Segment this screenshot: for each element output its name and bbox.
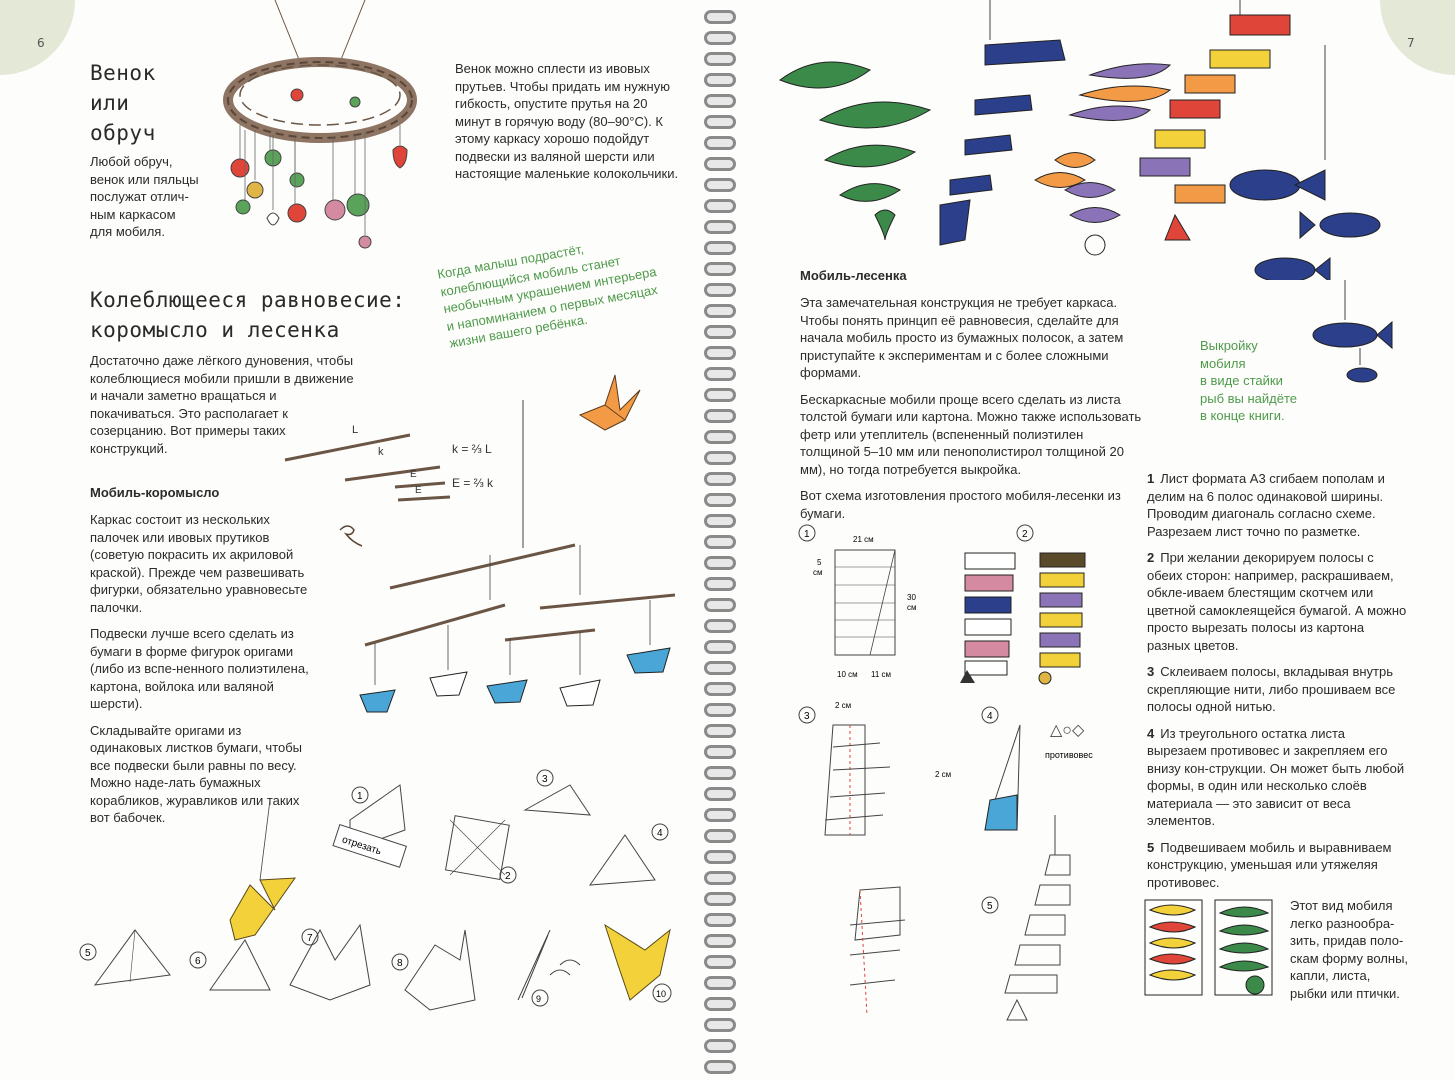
spiral-ring: [704, 976, 736, 990]
decorated-strips: [960, 553, 1085, 684]
yoke-paragraph: Каркас состоит из нескольких палочек или ивовых прутиков (советую покрасить их акриловой краской). Прежде чем развешивать фигурки, обязательно уравновесьте палочки.: [90, 512, 308, 615]
variant-note: Этот вид мобиля легко разнообра-зить, придав поло-скам форму волны, капли, листа, рыбки или птички.: [1290, 898, 1409, 1001]
spiral-ring: [704, 493, 736, 507]
step-text: Из треугольного остатка листа вырезаем противовес и закрепляем его внизу кон-струкции. Он может быть любой формы, в один или несколько слоёв материала — это зависит от веса элементов.: [1147, 725, 1405, 828]
spiral-ring: [704, 682, 736, 696]
spiral-ring: [704, 1060, 736, 1074]
spiral-ring: [704, 94, 736, 108]
yoke-paragraph: Подвески лучше всего сделать из бумаги в форме фигурок оригами (либо из вспе-ненного полиэтилена, картона, войлока или валяной шерсти).: [90, 626, 309, 711]
balance-title: Колеблющееся равновесие: коромысло и лесенка: [90, 288, 406, 342]
step-number: 4: [1147, 725, 1155, 741]
wreath-caption: Любой обруч, венок или пяльцы послужат отлич- ным каркасом для мобиля.: [90, 154, 199, 239]
origami-step-number: 10: [656, 989, 667, 999]
spiral-ring: [704, 157, 736, 171]
right-page-number: 7: [1407, 36, 1415, 50]
ladder-steps: [1147, 470, 1407, 900]
dim-10: 10 см: [837, 670, 858, 679]
spiral-ring: [704, 577, 736, 591]
wreath-title: Венок или обруч: [90, 61, 156, 145]
dim-21: 21 см: [853, 535, 874, 544]
spiral-ring: [704, 451, 736, 465]
spiral-ring: [704, 346, 736, 360]
step-text: Лист формата А3 сгибаем пополам и делим на 6 полос одинаковой ширины. Проводим диагональ согласно схеме. Разрезаем лист точно по разметке.: [1147, 471, 1385, 539]
spiral-ring: [704, 304, 736, 318]
spiral-ring: [704, 1018, 736, 1032]
spiral-ring: [704, 640, 736, 654]
green-note: Когда малыш подрастёт, колеблющийся мобиль станет необычным украшением интерьера и напоминанием о первых месяцах жизни вашего ребёнка.: [436, 241, 659, 351]
spiral-ring: [704, 724, 736, 738]
diagram-number: 5: [987, 901, 993, 912]
ladder-paragraph: Эта замечательная конструкция не требует каркаса. Чтобы понять принцип её равновесия, сделайте для начала мобиль просто из бумажных полосок, а затем приступайте к экспериментам и с более сложными формами.: [800, 295, 1124, 380]
left-page-number: 6: [37, 36, 45, 50]
spiral-ring: [704, 955, 736, 969]
svg-text:см: см: [813, 568, 823, 577]
formula-k: k = ⅔ L: [452, 442, 492, 456]
diagram-number: 4: [987, 711, 993, 722]
formula-e: E = ⅔ k: [452, 476, 494, 490]
step-number: 2: [1147, 550, 1155, 565]
spiral-ring: [704, 115, 736, 129]
fish-note: Выкройку мобиля в виде стайки рыб вы найдёте в конце книги.: [1200, 338, 1298, 423]
origami-step-number: 5: [85, 948, 91, 959]
origami-step-number: 7: [307, 933, 313, 944]
spiral-ring: [704, 829, 736, 843]
spiral-ring: [704, 73, 736, 87]
spiral-ring: [704, 787, 736, 801]
spiral-ring: [704, 535, 736, 549]
step-number: 1: [1147, 471, 1155, 486]
spiral-ring: [704, 199, 736, 213]
spiral-ring: [704, 220, 736, 234]
spiral-ring: [704, 661, 736, 675]
spiral-ring: [704, 808, 736, 822]
origami-step-number: 3: [542, 774, 548, 785]
step-3: [1147, 663, 1407, 716]
dim-30: 30: [907, 593, 916, 602]
spiral-ring: [704, 850, 736, 864]
origami-step-number: 1: [357, 791, 363, 802]
spiral-ring: [704, 766, 736, 780]
butterfly-origami-steps: [70, 760, 680, 1080]
spiral-ring: [704, 283, 736, 297]
spiral-ring: [704, 556, 736, 570]
cut-label: отрезать: [340, 834, 383, 858]
origami-step-number: 8: [397, 958, 403, 969]
origami-step-number: 6: [195, 956, 201, 967]
spiral-ring: [704, 409, 736, 423]
svg-text:см: см: [907, 603, 917, 612]
spiral-ring: [704, 745, 736, 759]
stick-label-e: E: [410, 469, 417, 480]
dim-2a: 2 см: [835, 701, 852, 710]
ladder-paragraph: Бескаркасные мобили проще всего сделать из листа толстой бумаги или картона. Можно также использовать фетр или утеплитель (вспененный полиэтилен толщиной 5–10 мм или пенополистирол толщиной 20 мм), но тогда потребуется выкройка.: [800, 391, 1142, 477]
spiral-ring: [704, 703, 736, 717]
step-1: [1147, 470, 1407, 540]
ladder-subtitle: Мобиль-лесенка: [800, 268, 907, 283]
spiral-ring: [704, 325, 736, 339]
yoke-paragraph: Складывайте оригами из одинаковых листков бумаги, чтобы все подвески были равны по весу. Можно наде-лать бумажных корабликов, журавликов или таких вот бабочек.: [90, 722, 303, 825]
step-number: 3: [1147, 664, 1155, 679]
spiral-ring: [704, 892, 736, 906]
spiral-ring: [704, 913, 736, 927]
counterweight-shapes-icon: △○◇: [1050, 722, 1085, 739]
origami-step-number: 2: [505, 871, 511, 882]
fish-mobile: [1230, 45, 1380, 280]
leaf-mobile: [780, 62, 930, 240]
diagram-number: 1: [804, 529, 810, 540]
spiral-ring: [704, 178, 736, 192]
step-2: [1147, 549, 1407, 654]
spiral-binding: [700, 0, 740, 1080]
origami-step-number: 9: [536, 994, 542, 1004]
spiral-ring: [704, 367, 736, 381]
step-number: 5: [1147, 839, 1155, 855]
counterweight-label: противовес: [1045, 750, 1093, 760]
ladder-diagrams: [795, 515, 1125, 1025]
color-stair-mobile: [1140, 0, 1290, 240]
balance-intro: Достаточно даже лёгкого дуновения, чтобы колеблющиеся мобили пришли в движение и начали заметно вращаться и покачиваться. Это располагает к созерцанию. Вот примеры таких конструкций.: [90, 353, 354, 456]
spiral-ring: [704, 262, 736, 276]
stick-label-l: L: [352, 424, 359, 436]
right-page-corner: [1380, 0, 1455, 75]
spiral-ring: [704, 136, 736, 150]
step-text: Склеиваем полосы, вкладывая внутрь скрепляющие нити, либо прошиваем все полосы одной нитью.: [1147, 664, 1396, 714]
dim-2b: 2 см: [935, 770, 952, 779]
spiral-ring: [704, 619, 736, 633]
spiral-ring: [704, 52, 736, 66]
diagram-number: 3: [804, 711, 810, 722]
step-text: При желании декорируем полосы с обеих сторон: например, раскрашиваем, обкле-иваем блестящим скотчем или цветной самоклеящейся бумагой. А можно просто вырезать полосы из картона разных цветов.: [1147, 550, 1407, 653]
wreath-mobile-illustration: [215, 0, 425, 255]
spiral-ring: [704, 997, 736, 1011]
variant-mobile-illustration: [1140, 895, 1280, 1000]
step-4: [1147, 725, 1407, 830]
yoke-mobile-illustration: [355, 400, 695, 720]
spiral-ring: [704, 241, 736, 255]
spiral-ring: [704, 514, 736, 528]
step-5: [1147, 839, 1407, 892]
yoke-subtitle: Мобиль-коромысло: [90, 485, 220, 500]
dim-11: 11 см: [871, 670, 892, 679]
spiral-ring: [704, 871, 736, 885]
spiral-ring: [704, 934, 736, 948]
origami-step-number: 4: [657, 828, 663, 839]
spiral-ring: [704, 10, 736, 24]
ladder-paragraphs: [800, 294, 1145, 531]
hanging-mobiles-illustration: [770, 0, 1390, 280]
dim-5: 5: [817, 558, 822, 567]
wreath-text: Венок можно сплести из ивовых прутьев. Чтобы придать им нужную гибкость, опустите прутья на 20 минут в горячую воду (80–90°С). К этому каркасу хорошо подойдут подвески из валяной шерсти или настоящие маленькие колокольчики.: [455, 61, 679, 181]
stick-label-k: k: [378, 446, 384, 458]
spiral-ring: [704, 430, 736, 444]
spiral-ring: [704, 1039, 736, 1053]
flag-mobile: [940, 0, 1065, 245]
spiral-ring: [704, 472, 736, 486]
spiral-ring: [704, 598, 736, 612]
diagram-number: 2: [1022, 529, 1028, 540]
step-text: Подвешиваем мобиль и выравниваем конструкцию, уменьшая или утяжеляя противовес.: [1147, 839, 1392, 890]
spiral-ring: [704, 388, 736, 402]
spiral-ring: [704, 31, 736, 45]
stick-label-e: E: [415, 485, 422, 496]
ladder-paragraph: Вот схема изготовления простого мобиля-лесенки из бумаги.: [800, 488, 1121, 521]
